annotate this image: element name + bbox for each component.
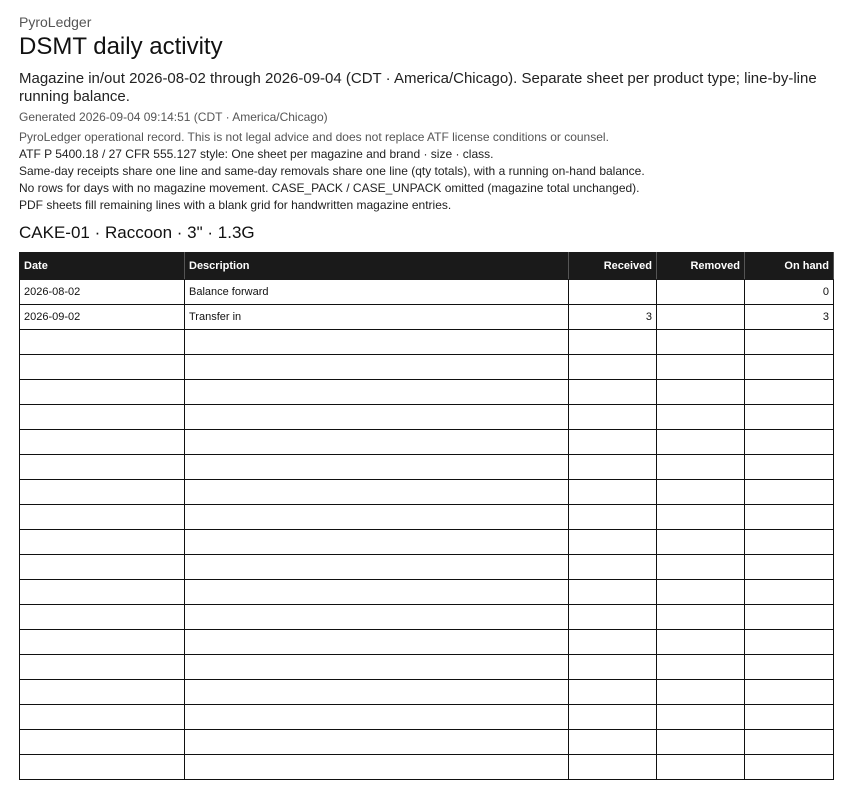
cell-removed [657,605,745,630]
table-row [20,730,834,755]
cell-date [20,355,185,380]
cell-date [20,705,185,730]
cell-description [185,605,569,630]
cell-received [569,655,657,680]
table-row [20,505,834,530]
cell-received [569,755,657,780]
cell-date [20,555,185,580]
generated-timestamp: Generated 2026-09-04 09:14:51 (CDT · America/Chicago) [19,110,328,124]
cell-description [185,555,569,580]
cell-removed [657,555,745,580]
cell-on-hand [745,505,834,530]
cell-received [569,505,657,530]
table-row [20,355,834,380]
cell-removed [657,330,745,355]
cell-date [20,755,185,780]
cell-removed [657,305,745,330]
cell-description [185,755,569,780]
cell-received [569,730,657,755]
cell-date: 2026-09-02 [20,305,185,330]
cell-on-hand [745,680,834,705]
table-row [20,405,834,430]
note-disclaimer: PyroLedger operational record. This is not legal advice and does not replace ATF license conditions or counsel. [19,130,609,144]
cell-on-hand [745,380,834,405]
cell-description [185,730,569,755]
cell-description [185,680,569,705]
table-row [20,580,834,605]
cell-description [185,405,569,430]
notes-block [19,129,865,214]
cell-received [569,605,657,630]
cell-description [185,580,569,605]
cell-on-hand [745,355,834,380]
table-row [20,430,834,455]
cell-on-hand [745,630,834,655]
table-row [20,705,834,730]
table-row [20,680,834,705]
ledger-header-row [20,253,834,280]
cell-on-hand [745,755,834,780]
cell-date [20,480,185,505]
cell-removed [657,430,745,455]
cell-date [20,730,185,755]
cell-on-hand: 3 [745,305,834,330]
cell-removed [657,280,745,305]
cell-description [185,630,569,655]
cell-removed [657,705,745,730]
cell-date: 2026-08-02 [20,280,185,305]
cell-received [569,705,657,730]
cell-date [20,630,185,655]
column-header-on-hand: On hand [745,253,834,280]
cell-on-hand [745,730,834,755]
cell-date [20,505,185,530]
cell-removed [657,355,745,380]
table-row [20,655,834,680]
table-row [20,280,834,305]
table-row [20,480,834,505]
cell-received [569,280,657,305]
cell-date [20,380,185,405]
cell-description [185,355,569,380]
cell-on-hand [745,405,834,430]
cell-received [569,455,657,480]
cell-on-hand [745,480,834,505]
cell-removed [657,480,745,505]
column-header-description: Description [185,253,569,280]
column-header-date: Date [20,253,185,280]
cell-date [20,605,185,630]
table-row [20,455,834,480]
note-regulation: ATF P 5400.18 / 27 CFR 555.127 style: One sheet per magazine and brand · size · class. [19,147,494,161]
cell-date [20,430,185,455]
cell-description [185,505,569,530]
ledger-body [20,280,834,780]
cell-description [185,455,569,480]
cell-on-hand [745,330,834,355]
cell-received: 3 [569,305,657,330]
cell-date [20,455,185,480]
table-row [20,755,834,780]
cell-received [569,680,657,705]
cell-description [185,330,569,355]
note-no-rows: No rows for days with no magazine movement. CASE_PACK / CASE_UNPACK omitted (magazine total unchanged). [19,181,640,195]
cell-received [569,530,657,555]
cell-description [185,705,569,730]
cell-removed [657,630,745,655]
cell-removed [657,580,745,605]
cell-date [20,580,185,605]
cell-removed [657,530,745,555]
cell-description: Balance forward [185,280,569,305]
cell-removed [657,755,745,780]
cell-received [569,330,657,355]
page-title: DSMT daily activity [19,33,223,60]
cell-received [569,430,657,455]
table-row [20,530,834,555]
cell-removed [657,455,745,480]
table-row [20,555,834,580]
cell-received [569,630,657,655]
sheet-title: CAKE-01 · Raccoon · 3" · 1.3G [19,223,255,242]
table-row [20,380,834,405]
cell-description [185,655,569,680]
cell-removed [657,655,745,680]
cell-on-hand [745,555,834,580]
cell-date [20,655,185,680]
cell-on-hand [745,455,834,480]
cell-removed [657,730,745,755]
table-row [20,605,834,630]
column-header-removed: Removed [657,253,745,280]
cell-removed [657,380,745,405]
cell-description: Transfer in [185,305,569,330]
page-subtitle: Magazine in/out 2026-08-02 through 2026-09-04 (CDT · America/Chicago). Separate sheet per product type; line-by-line running balance. [19,70,817,105]
ledger-table [19,252,834,780]
cell-on-hand [745,580,834,605]
cell-received [569,380,657,405]
table-row [20,630,834,655]
cell-received [569,480,657,505]
cell-received [569,580,657,605]
cell-on-hand [745,655,834,680]
note-same-day: Same-day receipts share one line and same-day removals share one line (qty totals), with a running on-hand balance. [19,164,645,178]
cell-date [20,680,185,705]
cell-received [569,405,657,430]
table-row [20,305,834,330]
cell-removed [657,405,745,430]
note-pdf-fill: PDF sheets fill remaining lines with a blank grid for handwritten magazine entries. [19,198,452,212]
cell-received [569,555,657,580]
cell-date [20,405,185,430]
cell-date [20,330,185,355]
cell-on-hand [745,705,834,730]
cell-received [569,355,657,380]
column-header-received: Received [569,253,657,280]
cell-removed [657,505,745,530]
cell-on-hand [745,430,834,455]
cell-on-hand [745,530,834,555]
cell-description [185,430,569,455]
table-row [20,330,834,355]
cell-description [185,480,569,505]
cell-description [185,380,569,405]
cell-on-hand: 0 [745,280,834,305]
cell-removed [657,680,745,705]
cell-date [20,530,185,555]
brand-name: PyroLedger [19,14,92,30]
cell-on-hand [745,605,834,630]
cell-description [185,530,569,555]
